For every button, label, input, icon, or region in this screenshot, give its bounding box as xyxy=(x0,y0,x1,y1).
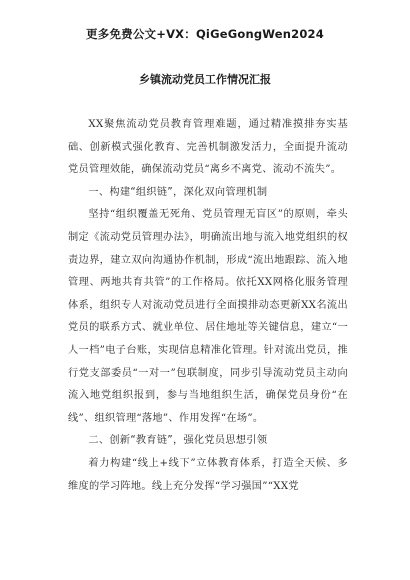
document-body xyxy=(68,114,348,498)
section-heading-1: 一、构建“组织链”，深化双向管理机制 xyxy=(88,186,268,198)
promo-header: 更多免费公文+VX：QiGeGongWen2024 xyxy=(86,27,324,41)
intro-paragraph: XX聚焦流动党员教育管理难题，通过精准摸排夯实基础、创新模式强化教育、完善机制激发活力，全面提升流动党员管理效能，确保流动党员“离乡不离党、流动不流失”。 xyxy=(68,119,348,176)
section-1-paragraph: 坚持“组织覆盖无死角、党员管理无盲区”的原则，牵头制定《流动党员管理办法》，明确流出地与流入地党组织的权责边界，建立双向沟通协作机制，形成“流出地跟踪、流入地管理、两地共育共管”的工作格局。依托XX网格化服务管理体系，组织专人对流动党员进行全面摸排动态更新XX名流出党员的联系方式、就业单位、居住地址等关键信息，建立“一人一档”电子台账，实现信息精准化管理。针对流出党员，推行党支部委员“一对一”包联制度，同步引导流动党员主动向流入地党组织报到，参与当地组织生活，确保党员身份“在线”、组织管理“落地”、作用发挥“在场”。 xyxy=(68,209,348,424)
document-title: 乡镇流动党员工作情况汇报 xyxy=(139,73,271,86)
section-heading-2: 二、创新“教育链”，强化党员思想引领 xyxy=(88,435,268,447)
section-2-paragraph: 着力构建“线上+线下”立体教育体系，打造全天候、多维度的学习阵地。线上充分发挥“学习强国”“XX党 xyxy=(68,457,348,492)
